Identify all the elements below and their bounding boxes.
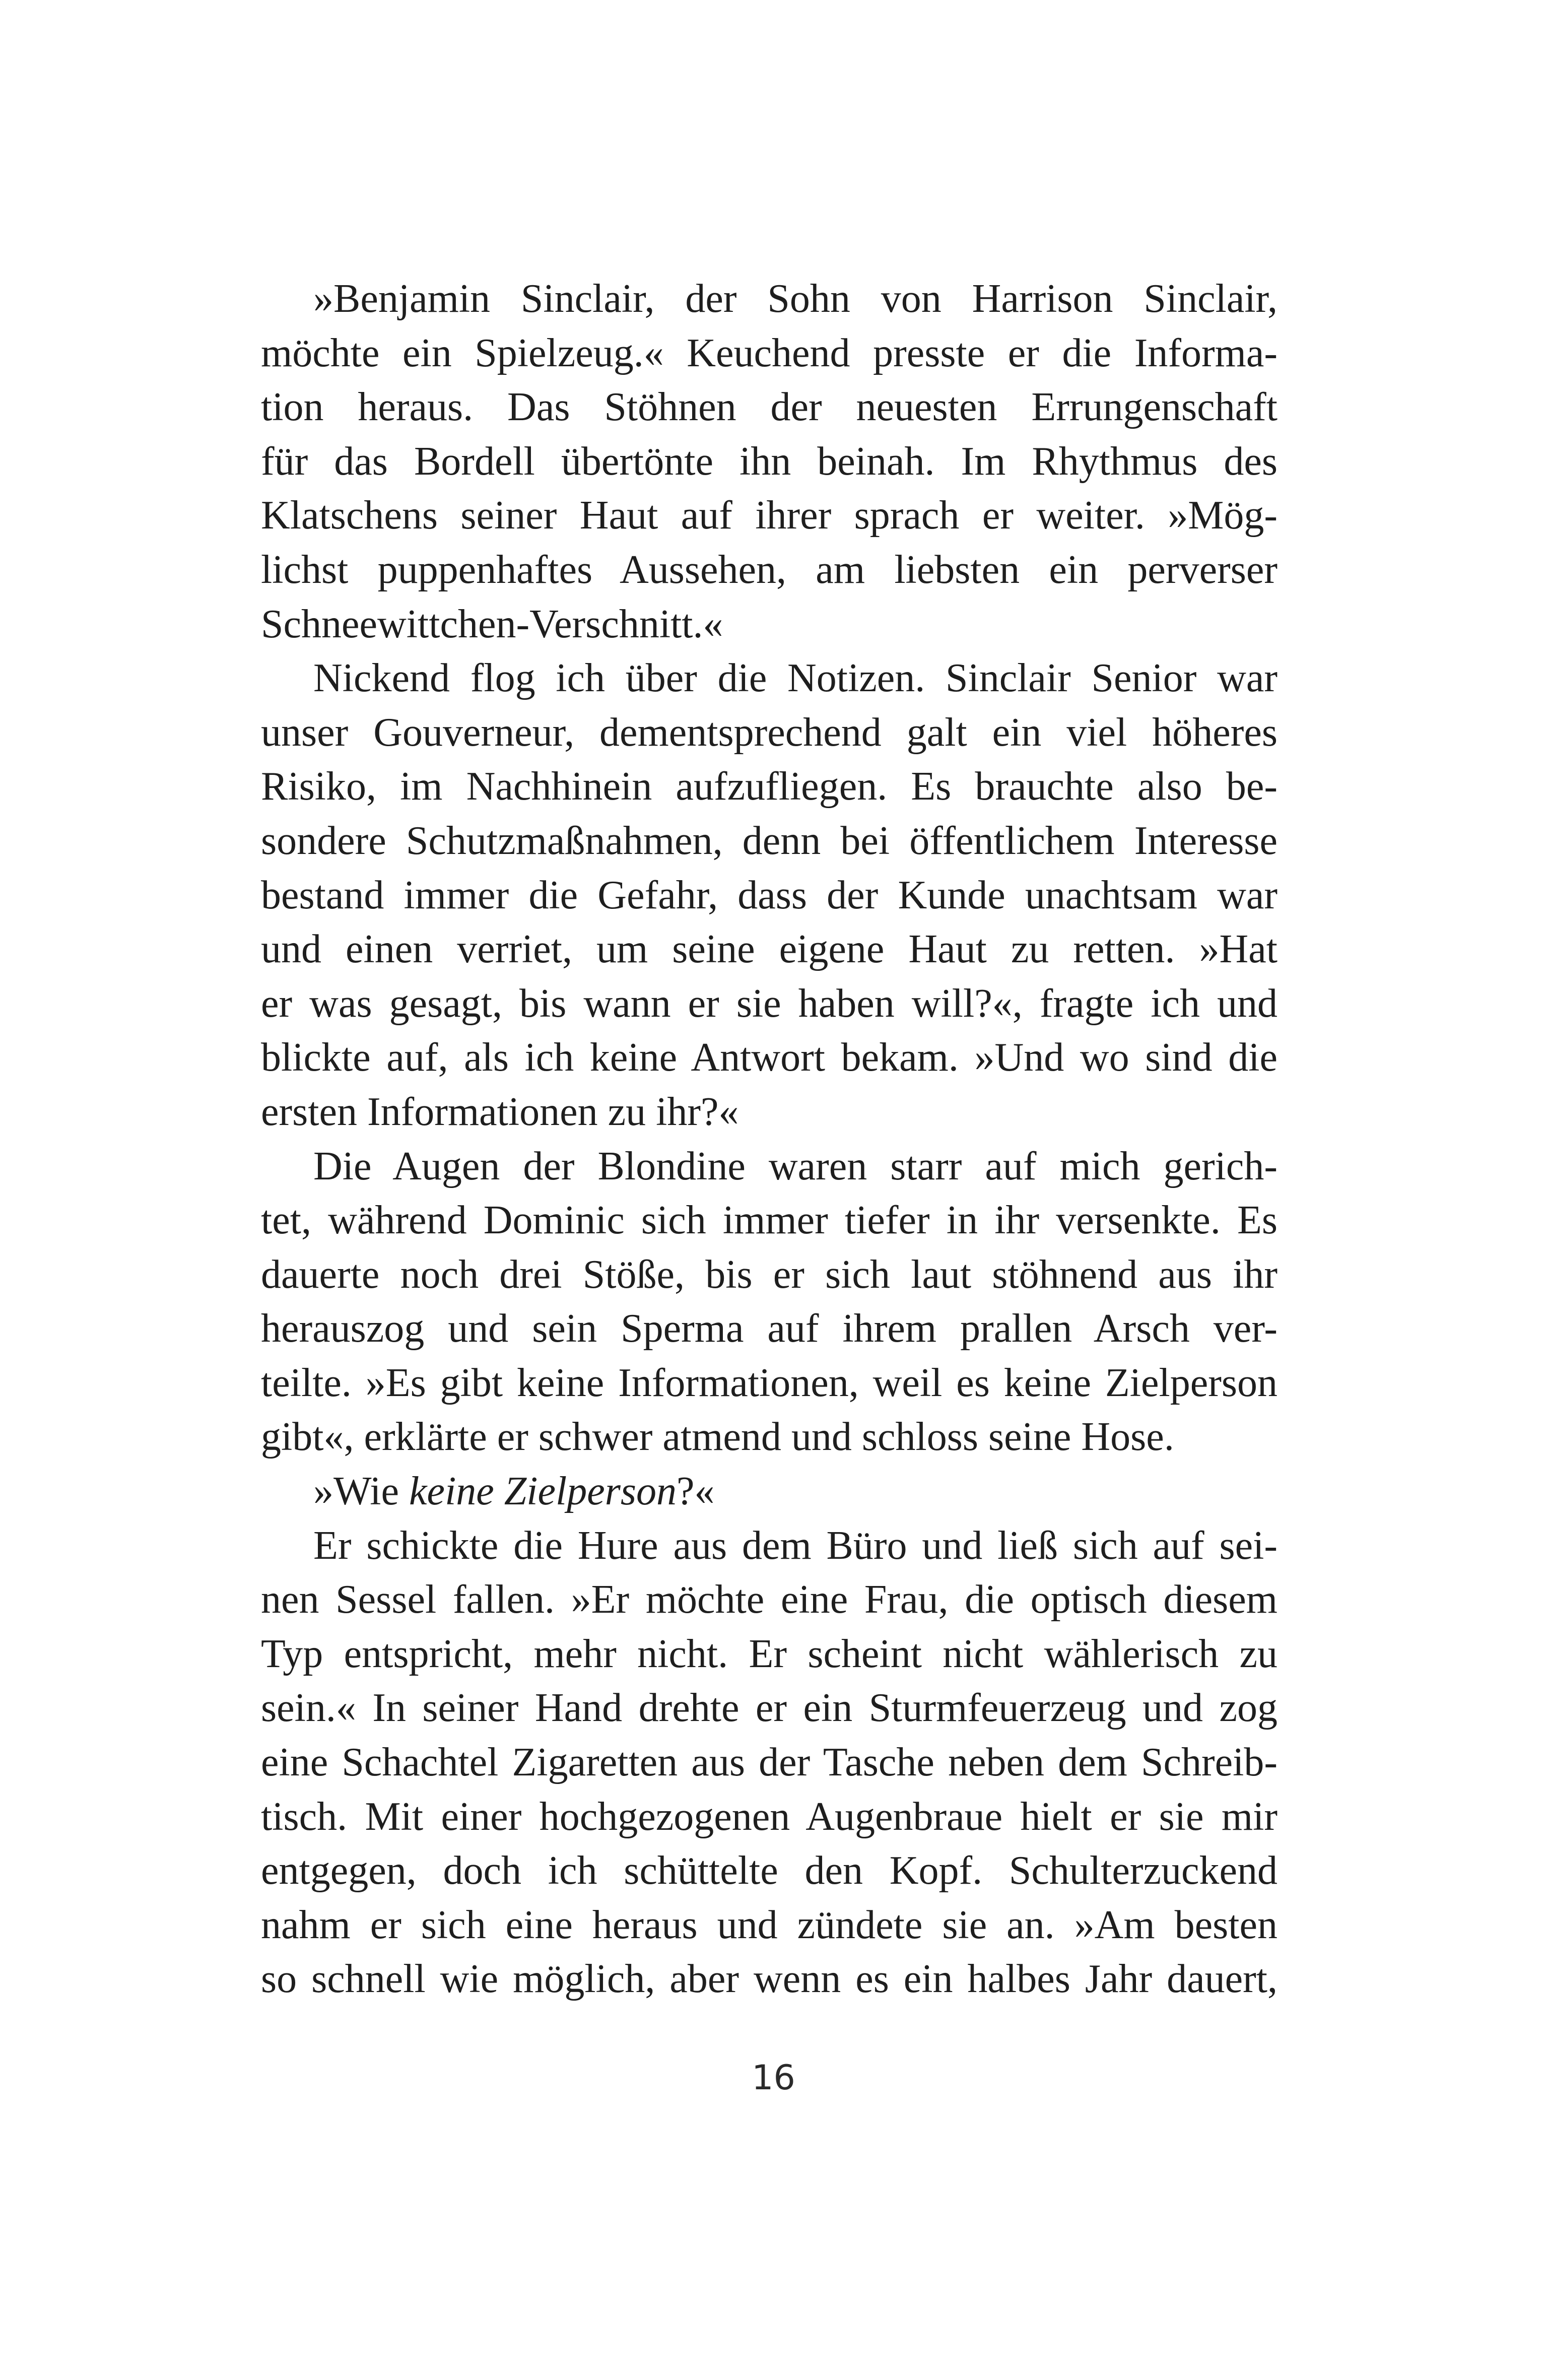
text-line: nahm er sich eine heraus und zündete sie an. »Am besten — [261, 1902, 1277, 1947]
text-line: dauerte noch drei Stöße, bis er sich laut stöhnend aus ihr — [261, 1252, 1277, 1297]
text-line: gibt«, erklärte er schwer atmend und schloss seine Hose. — [261, 1415, 1174, 1460]
body-text — [261, 272, 1277, 2007]
text-line: entgegen, doch ich schüttelte den Kopf. Schulterzuckend — [261, 1848, 1277, 1893]
text-line: und einen verriet, um seine eigene Haut zu retten. »Hat — [261, 927, 1277, 972]
text-segment: ?« — [677, 1469, 715, 1514]
text-line: ersten Informationen zu ihr?« — [261, 1089, 739, 1134]
text-line: für das Bordell übertönte ihn beinah. Im Rhythmus des — [261, 439, 1277, 484]
text-line: sondere Schutzmaßnahmen, denn bei öffentlichem Interesse — [261, 818, 1277, 863]
text-line: sein.« In seiner Hand drehte er ein Sturmfeuerzeug und zog — [261, 1686, 1277, 1731]
text-line: blickte auf, als ich keine Antwort bekam. »Und wo sind die — [261, 1035, 1277, 1080]
text-line: so schnell wie möglich, aber wenn es ein halbes Jahr dauert, — [261, 1957, 1277, 2002]
text-line: »Benjamin Sinclair, der Sohn von Harrison Sinclair, — [313, 277, 1277, 321]
text-line: lichst puppenhaftes Aussehen, am liebsten ein perverser — [261, 547, 1277, 592]
text-line: Schneewittchen-Verschnitt.« — [261, 602, 723, 646]
text-line: Er schickte die Hure aus dem Büro und ließ sich auf sei- — [313, 1523, 1277, 1568]
italic-text: keine Zielperson — [409, 1469, 677, 1514]
text-line: tet, während Dominic sich immer tiefer in ihr versenkte. Es — [261, 1198, 1277, 1243]
text-line: Die Augen der Blondine waren starr auf mich gerich- — [313, 1144, 1277, 1188]
text-segment: »Wie — [313, 1469, 410, 1514]
text-line: Nickend flog ich über die Notizen. Sinclair Senior war — [313, 656, 1277, 701]
page-number: 16 — [752, 2058, 795, 2098]
text-line: Klatschens seiner Haut auf ihrer sprach er weiter. »Mög- — [261, 493, 1277, 538]
text-line: Typ entspricht, mehr nicht. Er scheint nicht wählerisch zu — [261, 1631, 1277, 1676]
text-line: tisch. Mit einer hochgezogenen Augenbraue hielt er sie mir — [261, 1794, 1277, 1839]
text-line: eine Schachtel Zigaretten aus der Tasche neben dem Schreib- — [261, 1740, 1277, 1785]
text-line: teilte. »Es gibt keine Informationen, weil es keine Zielperson — [261, 1360, 1277, 1405]
text-line: er was gesagt, bis wann er sie haben will?«, fragte ich und — [261, 981, 1277, 1026]
text-line: Risiko, im Nachhinein aufzufliegen. Es brauchte also be- — [261, 764, 1277, 809]
text-line: möchte ein Spielzeug.« Keuchend presste er die Informa- — [261, 330, 1277, 375]
text-line: herauszog und sein Sperma auf ihrem prallen Arsch ver- — [261, 1306, 1277, 1351]
text-line — [261, 1465, 1277, 1519]
text-line: bestand immer die Gefahr, dass der Kunde unachtsam war — [261, 873, 1277, 917]
text-line: tion heraus. Das Stöhnen der neuesten Errungenschaft — [261, 385, 1277, 430]
text-line: nen Sessel fallen. »Er möchte eine Frau, die optisch diesem — [261, 1577, 1277, 1622]
text-line: unser Gouverneur, dementsprechend galt ein viel höheres — [261, 710, 1277, 755]
